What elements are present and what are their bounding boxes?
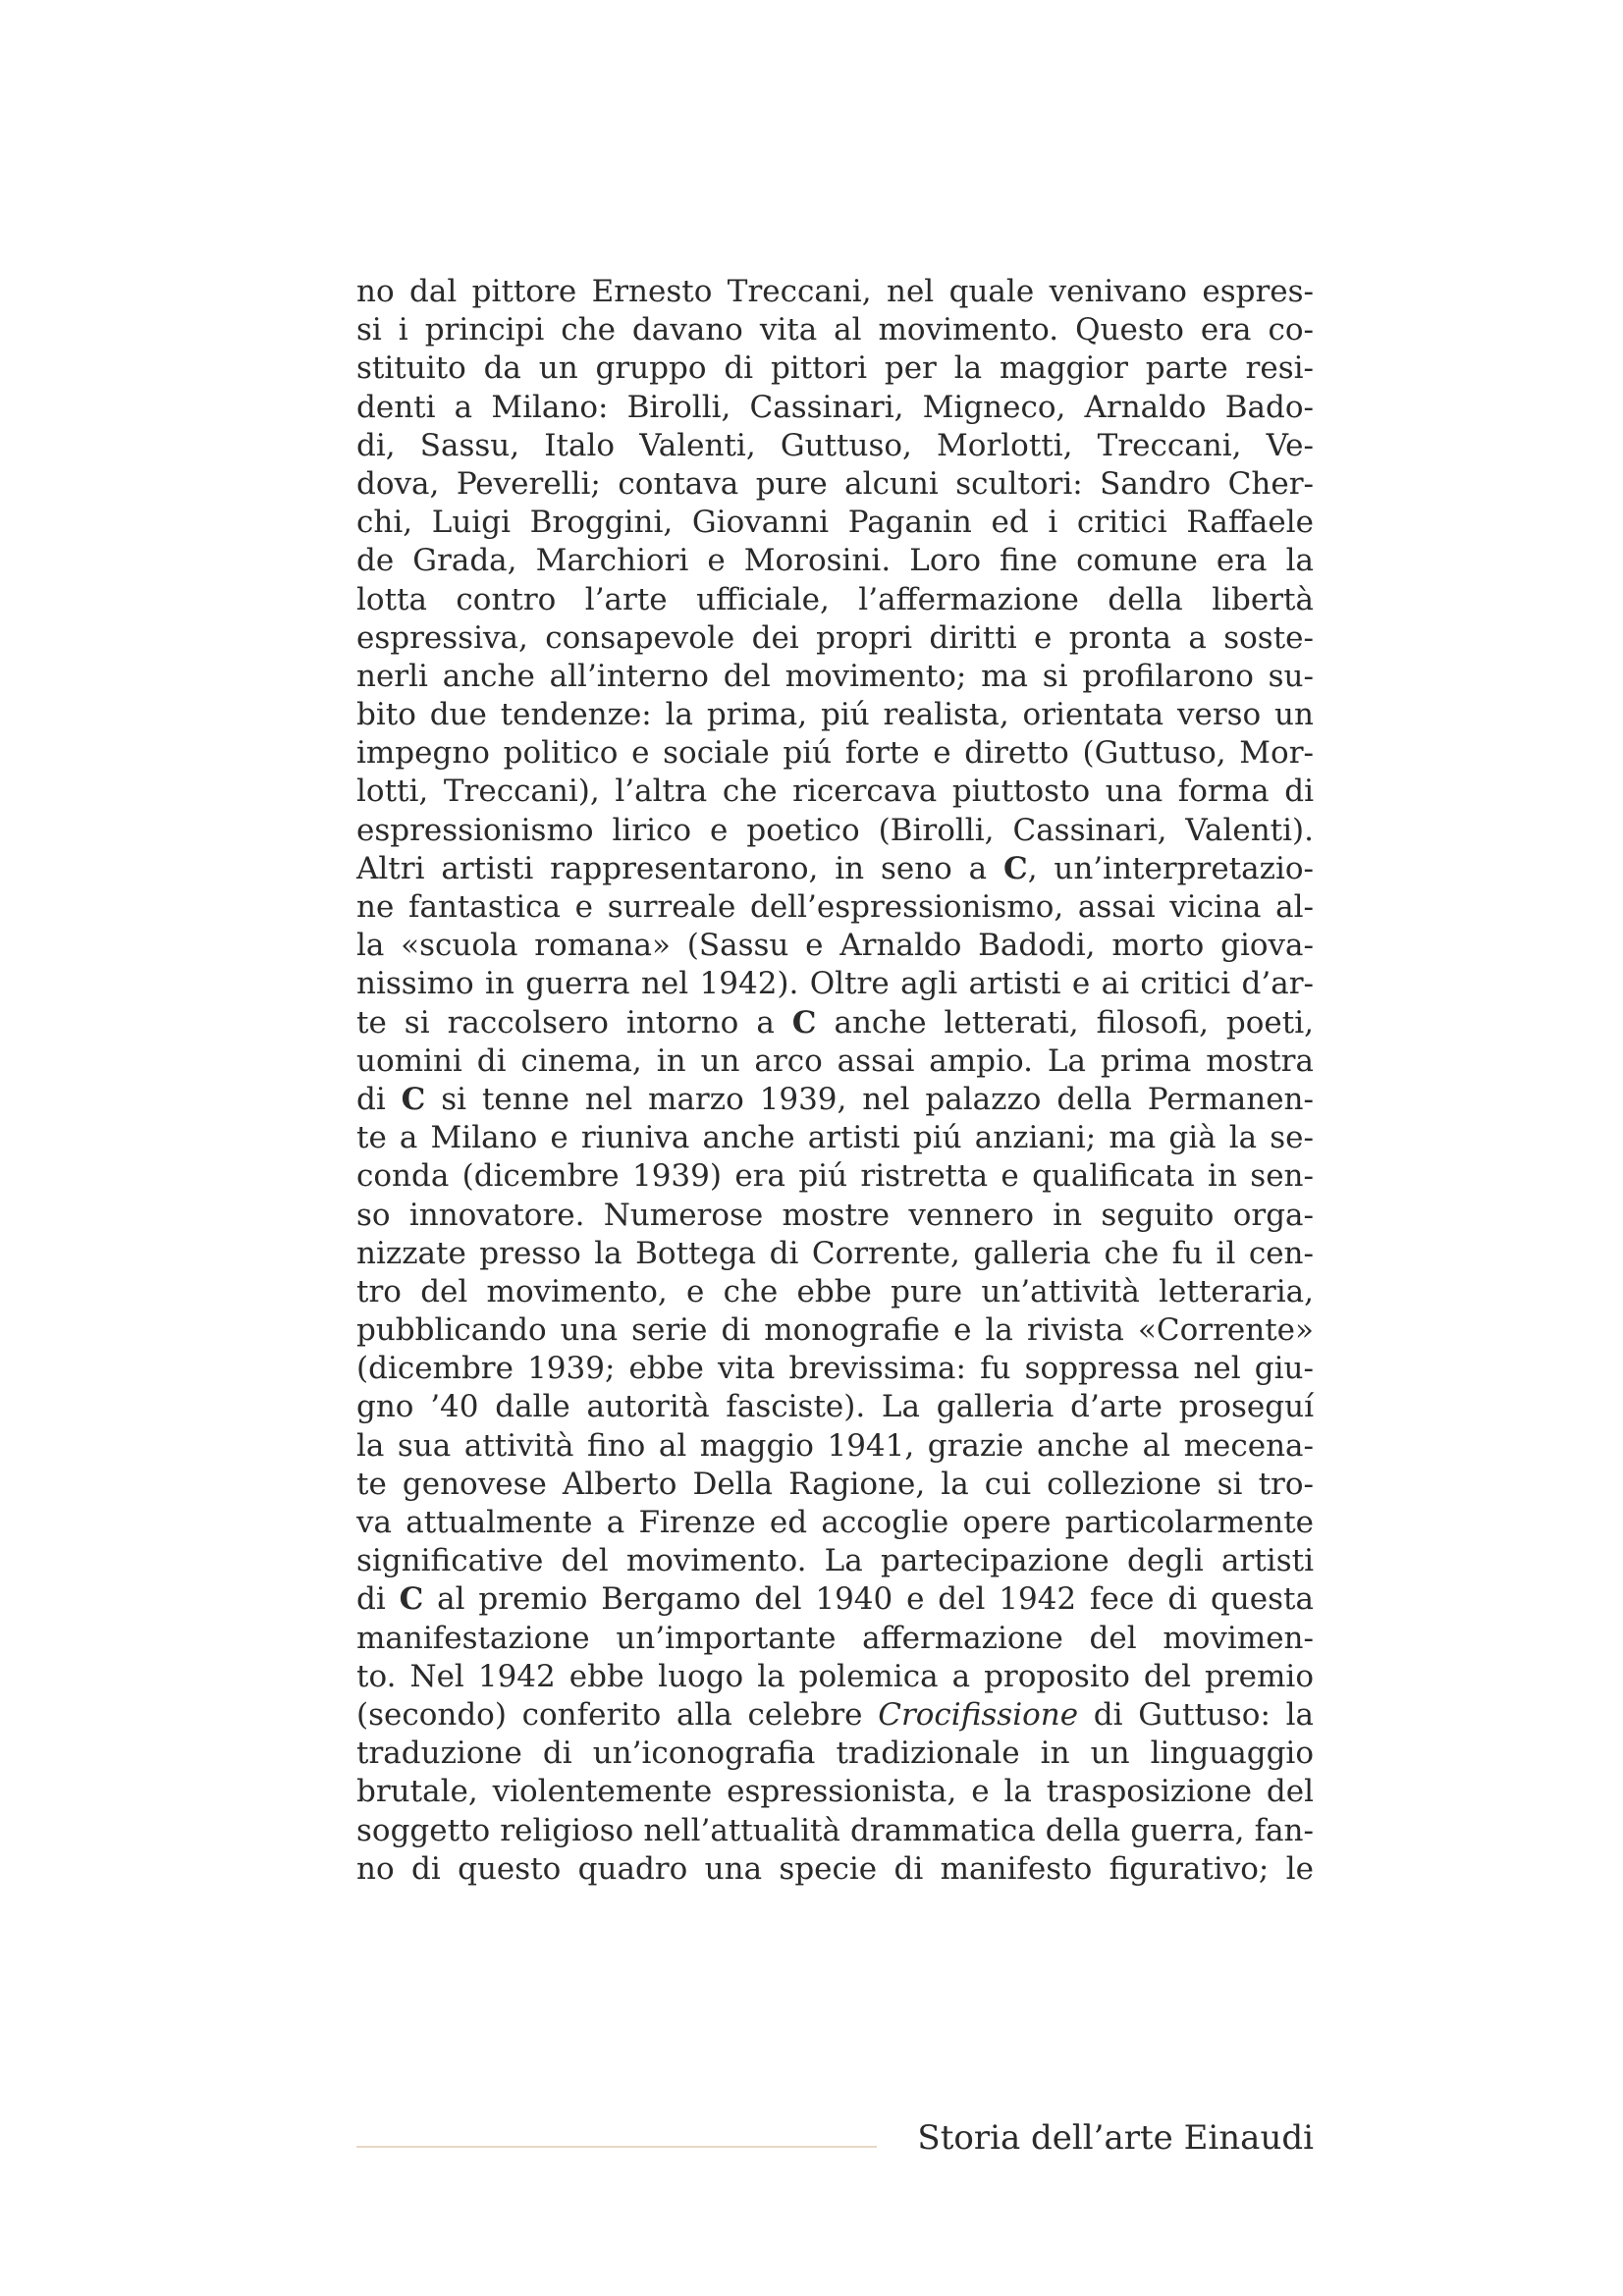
text-line: va attualmente a Firenze ed accoglie opere particolarmente: [356, 1505, 1314, 1540]
text-segment: di: [356, 1081, 402, 1117]
text-line: bito due tendenze: la prima, piú realista, orientata verso un: [356, 697, 1314, 733]
text-line: tro del movimento, e che ebbe pure un’attività letteraria,: [356, 1273, 1314, 1309]
text-line: no dal pittore Ernesto Treccani, nel quale venivano espres-: [356, 274, 1314, 309]
text-segment: , un’interpretazio-: [1027, 850, 1314, 886]
text-line: lotti, Treccani), l’altra che ricercava piuttosto una forma di: [356, 774, 1314, 810]
text-line: significative del movimento. La partecipazione degli artisti: [356, 1543, 1314, 1579]
movement-abbrev: C: [401, 1081, 426, 1117]
text-line: la «scuola romana» (Sassu e Arnaldo Badodi, morto giova-: [356, 928, 1314, 964]
text-line: espressionismo lirico e poetico (Birolli, Cassinari, Valenti).: [356, 812, 1314, 848]
text-segment: al premio Bergamo del 1940 e del 1942 fece di questa: [423, 1581, 1314, 1618]
movement-abbrev: C: [1003, 850, 1028, 886]
footer-divider: [356, 2146, 877, 2148]
text-line: conda (dicembre 1939) era piú ristretta e qualificata in sen-: [356, 1158, 1314, 1195]
text-line: nizzate presso la Bottega di Corrente, galleria che fu il cen-: [356, 1235, 1314, 1271]
text-line: stituito da un gruppo di pittori per la maggior parte resi-: [356, 350, 1314, 387]
text-line: brutale, violentemente espressionista, e la trasposizione del: [356, 1774, 1314, 1810]
text-line: uomini di cinema, in un arco assai ampio. La prima mostra: [356, 1042, 1314, 1079]
body-text: [356, 273, 1314, 1889]
text-line: to. Nel 1942 ebbe luogo la polemica a proposito del premio: [356, 1658, 1314, 1694]
text-line: manifestazione un’importante affermazione del movimen-: [356, 1620, 1314, 1656]
text-line: so innovatore. Numerose mostre vennero in seguito orga-: [356, 1197, 1314, 1233]
text-line: [356, 1696, 1314, 1735]
text-segment: si tenne nel marzo 1939, nel palazzo della Permanen-: [425, 1081, 1314, 1117]
text-line: soggetto religioso nell’attualità drammatica della guerra, fan-: [356, 1812, 1314, 1848]
text-line: nerli anche all’interno del movimento; ma si profilarono su-: [356, 658, 1314, 694]
text-line: lotta contro l’arte ufficiale, l’affermazione della libertà: [356, 581, 1314, 617]
text-segment: anche letterati, filosofi, poeti,: [816, 1004, 1314, 1041]
text-line: [356, 850, 1314, 888]
text-line: si i principi che davano vita al movimento. Questo era co-: [356, 312, 1314, 348]
text-line: dova, Peverelli; contava pure alcuni scultori: Sandro Cher-: [356, 465, 1314, 502]
text-segment: Altri artisti rappresentarono, in seno a: [356, 850, 1003, 886]
text-line: [356, 1004, 1314, 1042]
text-line: [356, 1081, 1314, 1119]
text-segment: di: [356, 1581, 400, 1618]
text-line: ne fantastica e surreale dell’espressionismo, assai vicina al-: [356, 889, 1314, 925]
movement-abbrev: C: [399, 1581, 424, 1618]
text-line: te a Milano e riuniva anche artisti piú anziani; ma già la se-: [356, 1120, 1314, 1156]
text-line: la sua attività fino al maggio 1941, grazie anche al mecena-: [356, 1427, 1314, 1464]
text-line: traduzione di un’iconografia tradizionale in un linguaggio: [356, 1735, 1314, 1772]
text-line: no di questo quadro una specie di manifesto figurativo; le: [356, 1850, 1314, 1887]
text-line: pubblicando una serie di monografie e la rivista «Corrente»: [356, 1312, 1314, 1349]
text-line: denti a Milano: Birolli, Cassinari, Migneco, Arnaldo Bado-: [356, 389, 1314, 425]
text-segment: (secondo) conferito alla celebre: [356, 1696, 879, 1733]
text-line: espressiva, consapevole dei propri diritti e pronta a soste-: [356, 619, 1314, 656]
text-line: nissimo in guerra nel 1942). Oltre agli artisti e ai critici d’ar-: [356, 966, 1314, 1002]
text-line: chi, Luigi Broggini, Giovanni Paganin ed i critici Raffaele: [356, 505, 1314, 541]
text-line: gno ’40 dalle autorità fasciste). La galleria d’arte proseguí: [356, 1389, 1314, 1425]
footer-title: Storia dell’arte Einaudi: [917, 2118, 1314, 2158]
text-line: di, Sassu, Italo Valenti, Guttuso, Morlotti, Treccani, Ve-: [356, 427, 1314, 463]
text-line: impegno politico e sociale piú forte e diretto (Guttuso, Mor-: [356, 735, 1314, 772]
artwork-title: Crocifissione: [878, 1696, 1079, 1733]
text-segment: di Guttuso: la: [1078, 1696, 1315, 1733]
text-segment: te si raccolsero intorno a: [356, 1004, 792, 1041]
movement-abbrev: C: [791, 1004, 817, 1041]
text-line: [356, 1580, 1314, 1619]
text-line: de Grada, Marchiori e Morosini. Loro fine comune era la: [356, 543, 1314, 579]
text-line: (dicembre 1939; ebbe vita brevissima: fu soppressa nel giu-: [356, 1351, 1314, 1387]
text-line: te genovese Alberto Della Ragione, la cui collezione si tro-: [356, 1466, 1314, 1502]
